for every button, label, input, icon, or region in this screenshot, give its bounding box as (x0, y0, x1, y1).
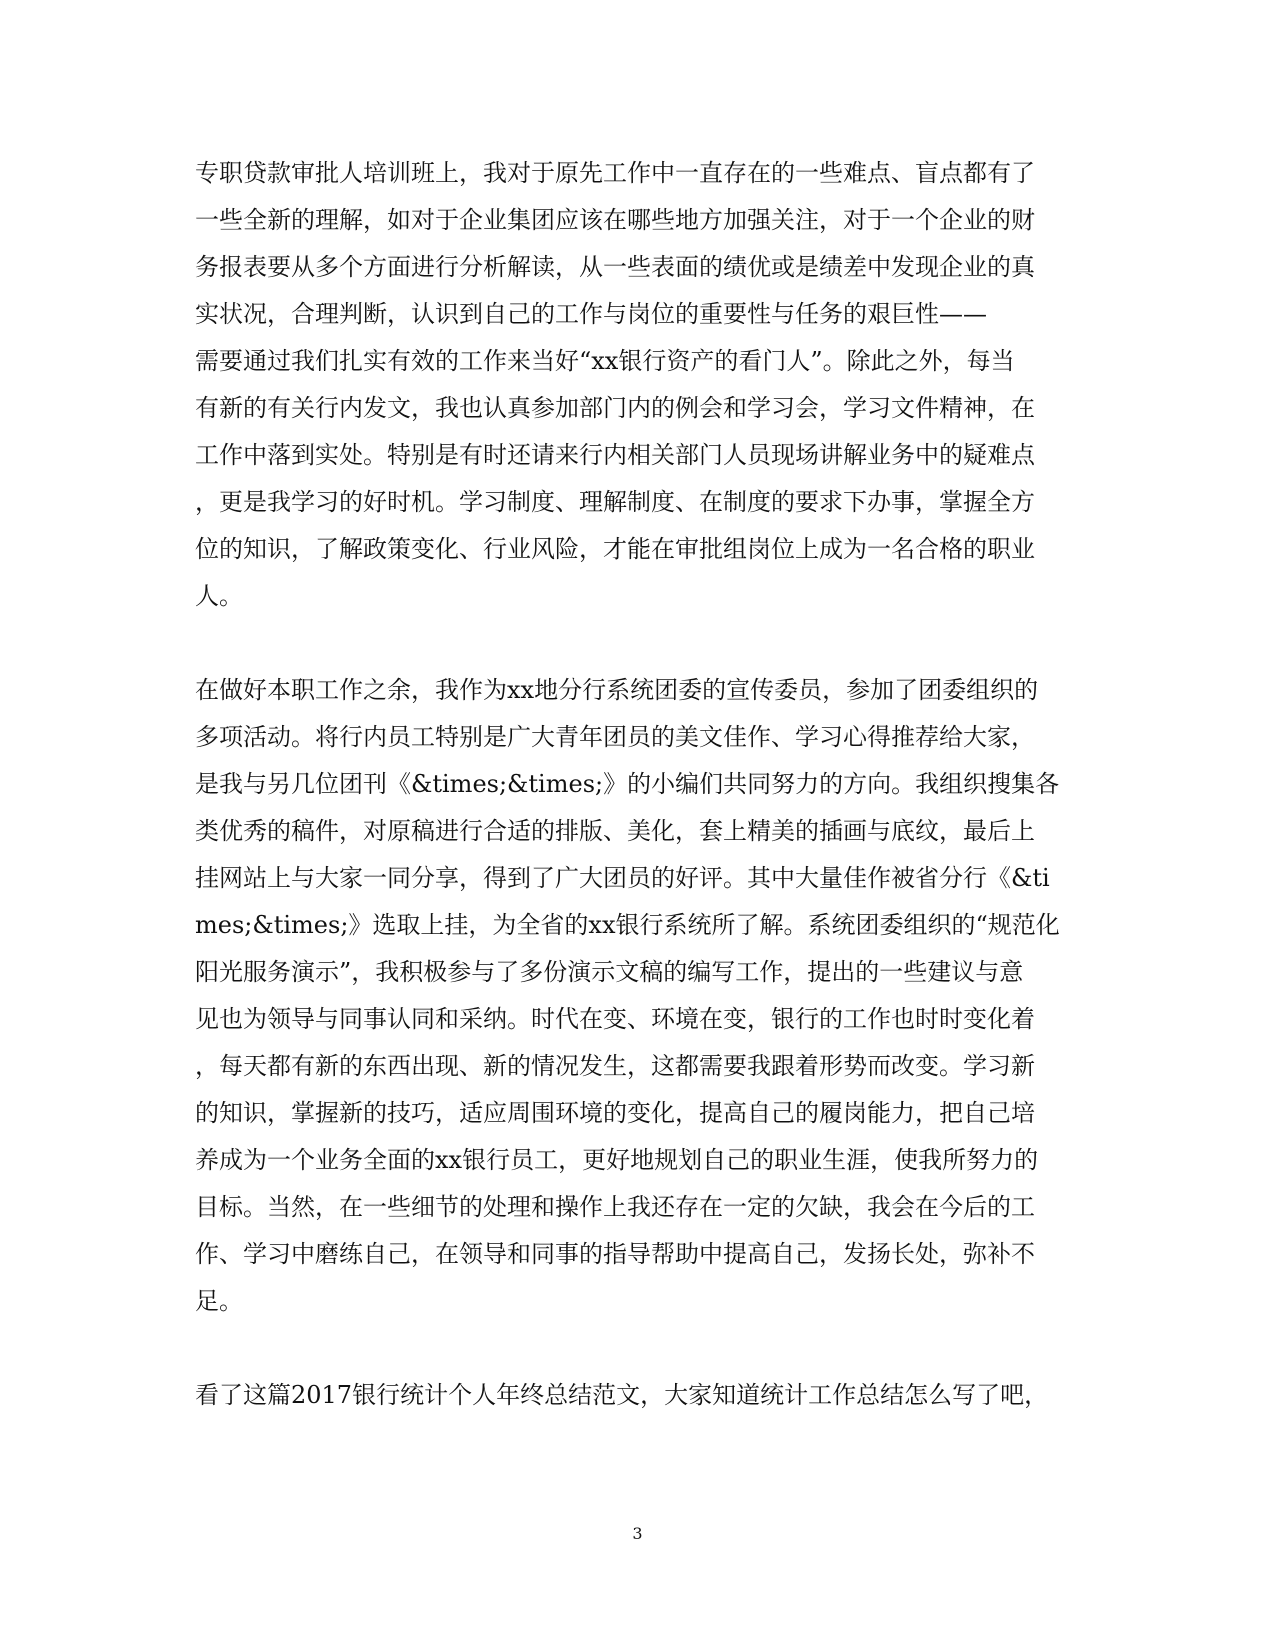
paragraph-3-line-1: 看了这篇2017银行统计个人年终总结范文，大家知道统计工作总结怎么写了吧， (195, 1381, 1049, 1409)
paragraph-2-line-1: 在做好本职工作之余，我作为xx地分行系统团委的宣传委员，参加了团委组织的 (195, 676, 1039, 704)
paragraph-1-line-8: ，更是我学习的好时机。学习制度、理解制度、在制度的要求下办事，掌握全方 (195, 488, 1035, 516)
paragraph-1-line-2: 一些全新的理解，如对于企业集团应该在哪些地方加强关注，对于一个企业的财 (195, 206, 1035, 234)
page-number: 3 (632, 1524, 643, 1543)
paragraph-2-line-6: mes;&times;》选取上挂，为全省的xx银行系统所了解。系统团委组织的“规范化 (195, 911, 1060, 939)
paragraph-1-line-10: 人。 (195, 582, 243, 610)
paragraph-2-line-3: 是我与另几位团刊《&times;&times;》的小编们共同努力的方向。我组织搜集各 (195, 770, 1060, 798)
paragraph-1-line-3: 务报表要从多个方面进行分析解读，从一些表面的绩优或是绩差中发现企业的真 (195, 253, 1035, 281)
paragraph-1-line-4: 实状况，合理判断，认识到自己的工作与岗位的重要性与任务的艰巨性—— (195, 300, 987, 328)
paragraph-1-line-6: 有新的有关行内发文，我也认真参加部门内的例会和学习会，学习文件精神，在 (195, 394, 1035, 422)
paragraph-1-line-9: 位的知识，了解政策变化、行业风险，才能在审批组岗位上成为一名合格的职业 (195, 535, 1035, 563)
paragraph-2-line-10: 的知识，掌握新的技巧，适应周围环境的变化，提高自己的履岗能力，把自己培 (195, 1099, 1035, 1127)
paragraph-2-line-9: ，每天都有新的东西出现、新的情况发生，这都需要我跟着形势而改变。学习新 (195, 1052, 1035, 1080)
paragraph-1-line-5: 需要通过我们扎实有效的工作来当好“xx银行资产的看门人”。除此之外，每当 (195, 347, 1015, 375)
paragraph-1-line-7: 工作中落到实处。特别是有时还请来行内相关部门人员现场讲解业务中的疑难点 (195, 441, 1035, 469)
paragraph-2-line-8: 见也为领导与同事认同和采纳。时代在变、环境在变，银行的工作也时时变化着 (195, 1005, 1035, 1033)
paragraph-2-line-14: 足。 (195, 1287, 243, 1315)
paragraph-2-line-5: 挂网站上与大家一同分享，得到了广大团员的好评。其中大量佳作被省分行《&ti (195, 864, 1050, 892)
paragraph-2-line-7: 阳光服务演示”，我积极参与了多份演示文稿的编写工作，提出的一些建议与意 (195, 958, 1024, 986)
paragraph-2-line-13: 作、学习中磨练自己，在领导和同事的指导帮助中提高自己，发扬长处，弥补不 (195, 1240, 1035, 1268)
paragraph-2-line-4: 类优秀的稿件，对原稿进行合适的排版、美化，套上精美的插画与底纹，最后上 (195, 817, 1035, 845)
paragraph-2-line-11: 养成为一个业务全面的xx银行员工，更好地规划自己的职业生涯，使我所努力的 (195, 1146, 1039, 1174)
paragraph-2-line-2: 多项活动。将行内员工特别是广大青年团员的美文佳作、学习心得推荐给大家， (195, 723, 1035, 751)
paragraph-2-line-12: 目标。当然，在一些细节的处理和操作上我还存在一定的欠缺，我会在今后的工 (195, 1193, 1035, 1221)
paragraph-1-line-1: 专职贷款审批人培训班上，我对于原先工作中一直存在的一些难点、盲点都有了 (195, 159, 1035, 187)
